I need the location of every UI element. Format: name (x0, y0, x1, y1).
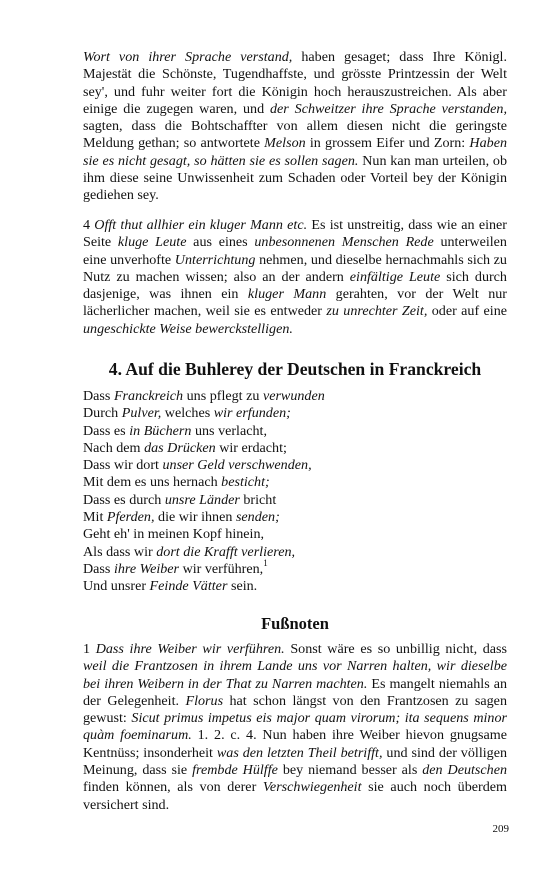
italic-run: dort die Krafft verlieren, (156, 543, 296, 560)
footnotes-heading: Fußnoten (261, 614, 329, 633)
italic-run: ungeschickte Weise bewerckstelligen. (83, 320, 293, 337)
italic-run: Wort von ihrer Sprache verstand, (83, 49, 293, 65)
italic-run: was den letzten Theil betrifft, (216, 744, 383, 761)
text-run: sein. (227, 578, 258, 595)
text-run: Dass es durch (83, 491, 165, 508)
text-run: Es ist unstreitig, dass wie an einer Seite (83, 217, 507, 251)
italic-run: Offt thut allhier ein kluger Mann etc. (94, 217, 308, 233)
italic-run: das Drücken (144, 439, 216, 456)
poem-line (83, 526, 507, 543)
poem-line (83, 544, 507, 561)
text-run: unterweilen eine unverhofte (83, 234, 507, 268)
poem-line (83, 405, 507, 422)
italic-run: unser Geld verschwenden, (162, 457, 312, 474)
text-run: und sind der völligen Meinung, dass sie (83, 744, 507, 779)
text-run: finden können, als von derer (83, 779, 263, 796)
text-run: Und unsrer (83, 578, 150, 595)
text-run: in grossem Eifer und Zorn: (305, 135, 470, 152)
italic-run: Haben sie es nicht gesagt, so hätten sie es sollen sagen. (83, 135, 507, 169)
text-run: bricht (239, 491, 277, 508)
italic-run: unbesonnenen Menschen Rede (254, 234, 434, 251)
text-run: wir erdacht; (215, 439, 287, 456)
text-run: wir verführen, (179, 560, 264, 577)
text-run: Sonst wäre es so unbillig nicht, dass (284, 641, 508, 657)
poem-line (83, 440, 507, 457)
text-run: Nun kan man urteilen, ob ihm diese seine Unwissenheit zum Schaden oder Vorteil bey der Königin gediehen sey. (83, 152, 507, 204)
text-run: Es mangelt niemahls an der Gelegenheit. (83, 675, 507, 709)
text-run: oder auf eine (427, 303, 507, 320)
italic-run: den Deutschen (422, 762, 508, 779)
text-run: Mit (83, 509, 107, 526)
text-run: 4 (83, 217, 95, 233)
poem-line (83, 388, 507, 405)
text-run: hat schon längst von den Frantzosen zu sagen gewust: (83, 692, 507, 727)
text-run: welches (161, 405, 214, 422)
italic-run: Verschwiegenheit (262, 779, 362, 796)
footnote-ref: 1 (263, 558, 268, 569)
section-heading: 4. Auf die Buhlerey der Deutschen in Franckreich (108, 359, 482, 379)
text-run: haben gesaget; dass Ihre Königl. Majestät die Schönste, Tugendhaffste, und grösste Printzessin der Welt sey', und fuhr weiter fort die Königin hoch herauszustreichen. Als aber einige die zugegen waren, und (83, 49, 507, 117)
italic-run: frembde Hülffe (192, 762, 278, 779)
text-run: aus eines (186, 234, 255, 251)
italic-run: Unterrichtung (174, 251, 256, 268)
poem-line (83, 558, 507, 578)
text-run: Geht eh' in meinen Kopf hinein, (83, 526, 265, 543)
poem-line (83, 492, 507, 509)
page-number: 209 (492, 823, 509, 835)
italic-run: der Schweitzer ihre Sprache verstanden, (270, 100, 508, 117)
italic-run: kluge Leute (117, 234, 187, 251)
italic-run: weil die Frantzosen in ihrem Lande uns vor Narren halten, wir dieselbe bei ihren Weibern in der That zu Narren machten. (83, 658, 507, 692)
poem-line (83, 474, 507, 491)
text-run: uns pflegt zu (183, 388, 263, 404)
footnote-1 (83, 641, 507, 814)
text-run: bey niemand besser als (277, 762, 423, 779)
italic-run: Florus (185, 692, 224, 709)
text-run: Als dass wir (83, 543, 157, 560)
italic-run: ihre Weiber (113, 560, 180, 577)
italic-run: Pulver, (121, 405, 162, 422)
italic-run: senden; (235, 509, 280, 526)
poem-line (83, 423, 507, 440)
italic-run: kluger Mann (247, 286, 327, 303)
text-run: sich durch dasjenige, was ihnen ein (83, 268, 507, 303)
text-run: Mit dem es uns hernach (83, 474, 222, 491)
italic-run: Dass ihre Weiber wir verführen. (95, 641, 285, 657)
italic-run: zu unrechter Zeit, (326, 303, 428, 320)
text-run: Durch (83, 405, 122, 422)
italic-run: Franckreich (113, 388, 184, 404)
text-run: uns verlacht, (191, 422, 267, 439)
poem-line (83, 457, 507, 474)
poem-line (83, 578, 507, 595)
text-run: 1. 2. c. 4. Nun haben ihre Weiber hievon gnugsame Kentnüss; insonderheit (83, 727, 507, 761)
italic-run: Melson (264, 135, 306, 152)
text-run: nehmen, und dieselbe hernachmahls sich zu Nutz zu machen wissen; also an der andern (83, 251, 507, 285)
text-run: Dass wir dort (83, 457, 163, 474)
italic-run: besticht; (221, 474, 270, 491)
poem-verses (83, 388, 507, 596)
text-run: sagten, dass die Bohtschaffter von allem diesen nicht die geringste Meldung gethan; so antwortete (83, 118, 507, 152)
italic-run: in Büchern (129, 422, 192, 439)
text-run: Nach dem (83, 439, 145, 456)
italic-run: verwunden (262, 388, 325, 404)
italic-run: Pferden, (106, 509, 155, 526)
text-run: Dass (83, 560, 114, 577)
text-run: 1 (83, 641, 96, 657)
text-run: Dass (83, 388, 114, 404)
body-paragraph-note-4 (83, 217, 507, 338)
text-run: gerahten, vor der Welt nur lächerlicher machen, weil sie es entweder (83, 286, 508, 320)
poem-line (83, 509, 507, 526)
text-run: Dass es (83, 422, 130, 439)
body-paragraph-1 (83, 49, 507, 205)
text-run: die wir ihnen (154, 509, 236, 526)
italic-run: Sicut primus impetus eis major quam virorum; ita sequens minor quàm foeminarum. (83, 710, 507, 744)
italic-run: Feinde Vätter (149, 578, 228, 595)
italic-run: unsre Länder (164, 491, 240, 508)
text-run: sie auch noch überdem versichert sind. (83, 779, 507, 813)
italic-run: wir erfunden; (213, 405, 291, 422)
italic-run: einfältige Leute (349, 268, 441, 285)
